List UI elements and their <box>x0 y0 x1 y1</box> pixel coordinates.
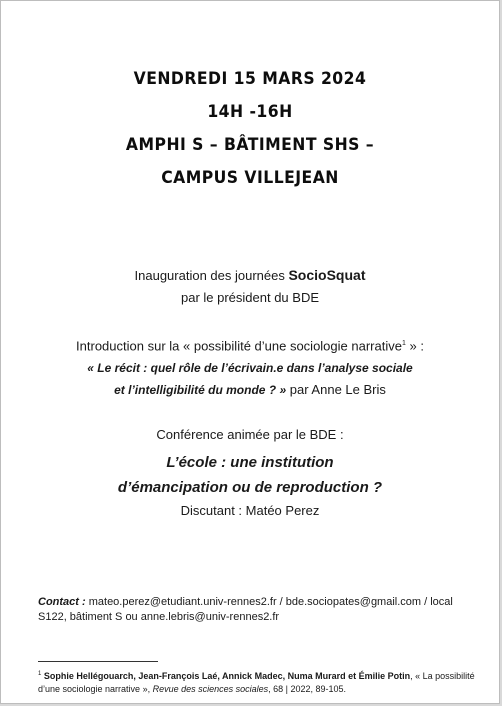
event-date: VENDREDI 15 MARS 2024 <box>133 69 367 89</box>
inauguration-block <box>1 264 499 309</box>
footnote <box>38 668 478 696</box>
conference-title-line2: d’émancipation ou de reproduction ? <box>117 479 383 496</box>
quote-end: et l’intelligibilité du monde ? » <box>114 383 287 398</box>
introduction-quote-line1: « Le récit : quel rôle de l’écrivain.e dans l’analyse sociale <box>87 361 413 376</box>
conference-title-line1: L’école : une institution <box>166 454 334 471</box>
footnote-number: 1 <box>38 671 42 677</box>
introduction-line1 <box>1 333 499 357</box>
inauguration-line2: par le président du BDE <box>180 290 320 305</box>
footnote-authors: Sophie Hellégouarch, Jean-François Laé, Annick Madec, Numa Murard et Émilie Potin <box>41 671 411 681</box>
brand-name: SocioSquat <box>288 267 366 283</box>
introduction-prefix: Introduction sur la « possibilité d’une sociologie narrative <box>76 338 402 354</box>
event-time: 14H -16H <box>207 102 293 122</box>
introduction-quote-line2 <box>1 379 499 401</box>
event-place-line2: CAMPUS VILLEJEAN <box>161 168 339 188</box>
footnote-journal: Revue des sciences sociales <box>152 684 269 694</box>
discussant: Discutant : Matéo Perez <box>180 503 320 518</box>
inauguration-prefix: Inauguration des journées <box>134 268 289 283</box>
event-place-line1: AMPHI S – BÂTIMENT SHS – <box>125 135 375 155</box>
event-header <box>1 63 499 195</box>
footnote-divider <box>38 661 158 662</box>
footnote-ref: 1 <box>401 340 406 347</box>
contact-text: mateo.perez@etudiant.univ-rennes2.fr / bde.sociopates@gmail.com / local S122, bâtiment S ou anne.lebris@univ-rennes2.fr <box>38 596 453 623</box>
inauguration-line1 <box>1 264 499 287</box>
contact-label: Contact : <box>38 596 86 608</box>
introduction-suffix: » : <box>405 338 424 354</box>
introduction-block <box>1 333 499 401</box>
footnote-title: , « La possibilité d’une sociologie narrative », <box>38 671 475 694</box>
speaker: par Anne Le Bris <box>286 382 386 398</box>
contact-block <box>38 595 478 625</box>
conference-heading: Conférence animée par le BDE : <box>156 427 344 442</box>
footnote-details: , 68 | 2022, 89-105. <box>268 684 347 694</box>
conference-block <box>1 425 499 522</box>
